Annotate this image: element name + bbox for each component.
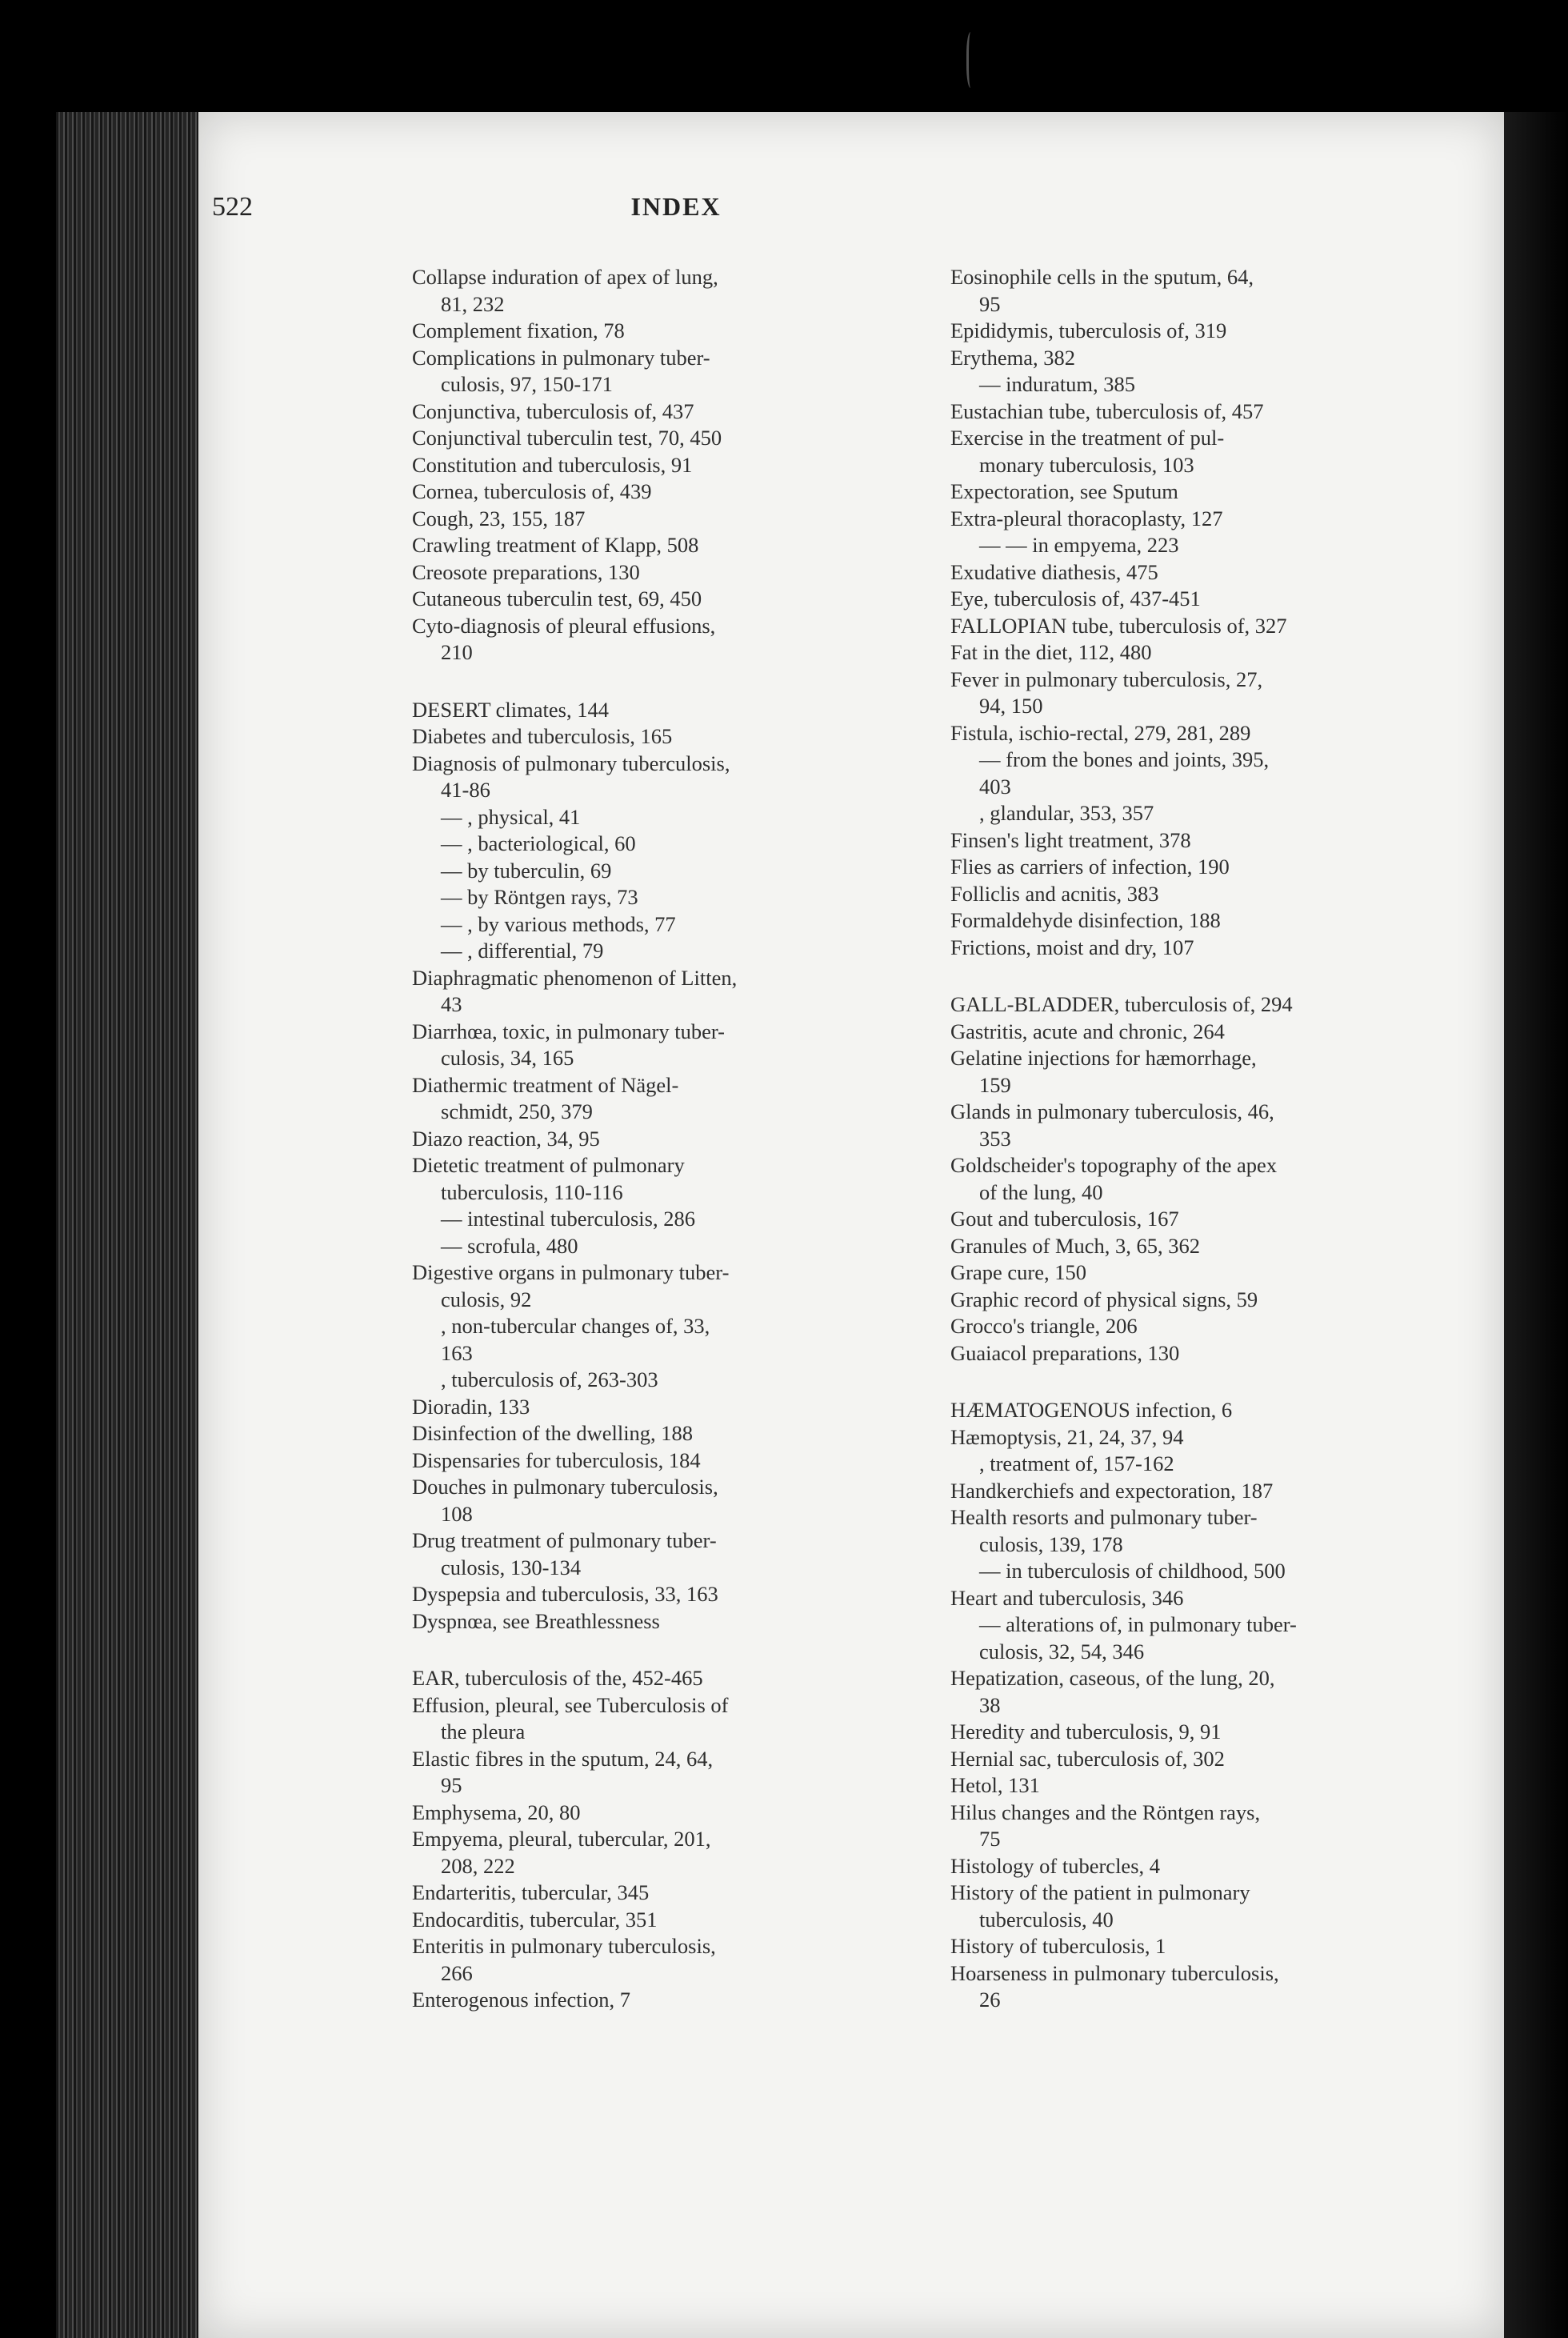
index-subentry: 95 [979, 291, 1001, 316]
index-entry: Grocco's triangle, 206 [950, 1314, 1138, 1338]
index-subentry: 43 [441, 992, 462, 1016]
index-entry: Digestive organs in pulmonary tuber- [412, 1260, 730, 1284]
index-entry: Enteritis in pulmonary tuberculosis, [412, 1934, 716, 1958]
index-subentry: of the lung, 40 [979, 1179, 1103, 1204]
index-subentry: — , bacteriological, 60 [441, 831, 636, 855]
index-subentry: tuberculosis, 40 [979, 1907, 1114, 1932]
index-entry: Drug treatment of pulmonary tuber- [412, 1528, 717, 1552]
index-entry: Hoarseness in pulmonary tuberculosis, [950, 1960, 1279, 1985]
index-entry: Cutaneous tuberculin test, 69, 450 [412, 587, 702, 611]
index-entry: Hernial sac, tuberculosis of, 302 [950, 1746, 1225, 1771]
index-subentry: 108 [441, 1501, 473, 1526]
index-entry: Finsen's light treatment, 378 [950, 827, 1191, 852]
index-entry: Health resorts and pulmonary tuber- [950, 1505, 1258, 1529]
index-subentry: 26 [979, 1988, 1001, 2012]
index-entry: Diaphragmatic phenomenon of Litten, [412, 965, 738, 990]
index-entry: Frictions, moist and dry, 107 [950, 935, 1194, 959]
index-subentry: 95 [441, 1773, 462, 1797]
section-gap [950, 1367, 1462, 1397]
index-entry: Gelatine injections for hæmorrhage, [950, 1046, 1257, 1070]
index-entry: Diarrhœa, toxic, in pulmonary tuber- [412, 1019, 725, 1043]
index-entry: Collapse induration of apex of lung, [412, 265, 718, 289]
index-entry: Enterogenous infection, 7 [412, 1988, 631, 2012]
index-entry: Creosote preparations, 130 [412, 559, 640, 584]
index-entry: Goldscheider's topography of the apex [950, 1153, 1278, 1177]
index-entry: Elastic fibres in the sputum, 24, 64, [412, 1746, 714, 1771]
index-entry: FALLOPIAN tube, tuberculosis of, 327 [950, 613, 1287, 638]
index-subentry: , tuberculosis of, 263-303 [441, 1367, 658, 1391]
index-subentry: the pleura [441, 1719, 526, 1743]
index-entry: Dietetic treatment of pulmonary [412, 1153, 685, 1177]
index-subentry: culosis, 32, 54, 346 [979, 1639, 1145, 1663]
index-entry: Flies as carriers of infection, 190 [950, 855, 1230, 879]
index-entry: Handkerchiefs and expectoration, 187 [950, 1478, 1274, 1503]
index-subentry: , glandular, 353, 357 [979, 801, 1154, 825]
index-subentry: 403 [979, 774, 1011, 799]
index-entry: Endarteritis, tubercular, 345 [412, 1880, 650, 1904]
index-entry: Formaldehyde disinfection, 188 [950, 908, 1221, 932]
index-entry: Gout and tuberculosis, 167 [950, 1207, 1179, 1231]
index-subentry: 266 [441, 1960, 473, 1985]
index-entry: Complement fixation, 78 [412, 318, 625, 342]
page-header [212, 192, 1140, 240]
index-entry: Folliclis and acnitis, 383 [950, 881, 1159, 906]
index-entry: Douches in pulmonary tuberculosis, [412, 1475, 718, 1499]
index-entry: Grape cure, 150 [950, 1260, 1086, 1284]
index-entry: Erythema, 382 [950, 345, 1076, 370]
index-subentry: , non-tubercular changes of, 33, [441, 1314, 710, 1338]
index-subentry: — scrofula, 480 [441, 1233, 578, 1258]
index-subentry: culosis, 34, 165 [441, 1046, 574, 1070]
index-subentry: 38 [979, 1692, 1001, 1717]
index-subentry: culosis, 92 [441, 1287, 532, 1311]
index-entry: Disinfection of the dwelling, 188 [412, 1421, 694, 1445]
index-entry: Fever in pulmonary tuberculosis, 27, [950, 667, 1263, 691]
index-subentry: — intestinal tuberculosis, 286 [441, 1207, 695, 1231]
index-subentry: 81, 232 [441, 291, 505, 316]
index-entry: Epididymis, tuberculosis of, 319 [950, 318, 1227, 342]
index-entry: Cornea, tuberculosis of, 439 [412, 479, 652, 503]
index-entry: Eustachian tube, tuberculosis of, 457 [950, 398, 1264, 423]
index-subentry: 159 [979, 1072, 1011, 1097]
index-entry: Hepatization, caseous, of the lung, 20, [950, 1666, 1275, 1690]
index-entry: Diabetes and tuberculosis, 165 [412, 724, 673, 748]
index-subentry: — induratum, 385 [979, 372, 1136, 396]
index-entry: Conjunctival tuberculin test, 70, 450 [412, 426, 722, 450]
index-entry: History of the patient in pulmonary [950, 1880, 1250, 1904]
index-entry: Exudative diathesis, 475 [950, 559, 1158, 584]
index-entry: Empyema, pleural, tubercular, 201, [412, 1827, 711, 1851]
index-entry: Emphysema, 20, 80 [412, 1800, 581, 1824]
index-subentry: — , differential, 79 [441, 939, 604, 963]
index-subentry: monary tuberculosis, 103 [979, 452, 1194, 477]
index-entry: Constitution and tuberculosis, 91 [412, 452, 693, 477]
index-subentry: tuberculosis, 110-116 [441, 1179, 623, 1204]
index-column-left [412, 264, 924, 2014]
index-entry: Conjunctiva, tuberculosis of, 437 [412, 398, 694, 423]
index-subentry: — , physical, 41 [441, 804, 581, 829]
index-entry: Heredity and tuberculosis, 9, 91 [950, 1719, 1222, 1743]
index-entry: Cough, 23, 155, 187 [412, 506, 586, 530]
running-head-title: INDEX [630, 192, 722, 221]
index-subentry: 163 [441, 1340, 473, 1365]
index-entry: DESERT climates, 144 [412, 697, 609, 722]
index-subentry: — — in empyema, 223 [979, 533, 1179, 557]
index-column-right [950, 264, 1462, 2014]
page-number: 522 [212, 192, 253, 222]
index-entry: Extra-pleural thoracoplasty, 127 [950, 506, 1223, 530]
index-entry: Eosinophile cells in the sputum, 64, [950, 265, 1254, 289]
index-subentry: culosis, 139, 178 [979, 1531, 1123, 1556]
index-entry: Dyspnœa, see Breathlessness [412, 1608, 660, 1633]
index-subentry: culosis, 97, 150-171 [441, 372, 613, 396]
index-entry: Hetol, 131 [950, 1773, 1040, 1797]
index-entry: Dispensaries for tuberculosis, 184 [412, 1447, 701, 1472]
index-entry: Glands in pulmonary tuberculosis, 46, [950, 1099, 1274, 1123]
index-subentry: 210 [441, 640, 473, 664]
index-entry: Gastritis, acute and chronic, 264 [950, 1019, 1225, 1043]
index-entry: Heart and tuberculosis, 346 [950, 1585, 1184, 1610]
index-entry: Histology of tubercles, 4 [950, 1853, 1161, 1878]
index-entry: Guaiacol preparations, 130 [950, 1340, 1180, 1365]
index-entry: Diathermic treatment of Nägel- [412, 1072, 679, 1097]
index-subentry: — in tuberculosis of childhood, 500 [979, 1559, 1286, 1583]
index-entry: Endocarditis, tubercular, 351 [412, 1907, 658, 1932]
index-subentry: 41-86 [441, 778, 490, 802]
index-subentry: schmidt, 250, 379 [441, 1099, 593, 1123]
index-subentry: — from the bones and joints, 395, [979, 747, 1270, 771]
section-gap [412, 1635, 924, 1665]
index-entry: Graphic record of physical signs, 59 [950, 1287, 1258, 1311]
index-entry: Effusion, pleural, see Tuberculosis of [412, 1692, 729, 1717]
index-entry: Fat in the diet, 112, 480 [950, 640, 1152, 664]
index-entry: Dyspepsia and tuberculosis, 33, 163 [412, 1582, 718, 1606]
index-entry: History of tuberculosis, 1 [950, 1934, 1166, 1958]
index-entry: Diagnosis of pulmonary tuberculosis, [412, 751, 730, 775]
index-entry: Crawling treatment of Klapp, 508 [412, 533, 699, 557]
index-entry: Hilus changes and the Röntgen rays, [950, 1800, 1261, 1824]
index-subentry: 208, 222 [441, 1853, 515, 1878]
index-subentry: — by Röntgen rays, 73 [441, 885, 638, 909]
index-entry: Diazo reaction, 34, 95 [412, 1126, 600, 1151]
index-entry: EAR, tuberculosis of the, 452-465 [412, 1666, 703, 1690]
index-entry: Eye, tuberculosis of, 437-451 [950, 587, 1201, 611]
index-subentry: — , by various methods, 77 [441, 911, 676, 936]
index-entry: Dioradin, 133 [412, 1394, 530, 1419]
book-spine [56, 112, 198, 2338]
index-entry: Expectoration, see Sputum [950, 479, 1178, 503]
index-subentry: 94, 150 [979, 694, 1043, 718]
index-subentry: — alterations of, in pulmonary tuber- [979, 1612, 1297, 1636]
index-entry: Cyto-diagnosis of pleural effusions, [412, 613, 716, 638]
index-entry: GALL-BLADDER, tuberculosis of, 294 [950, 992, 1293, 1016]
index-subentry: — by tuberculin, 69 [441, 858, 612, 883]
index-entry: HÆMATOGENOUS infection, 6 [950, 1398, 1233, 1422]
index-entry: Exercise in the treatment of pul- [950, 426, 1225, 450]
page-shadow-edge [1504, 112, 1568, 2338]
index-entry: Hæmoptysis, 21, 24, 37, 94 [950, 1424, 1184, 1449]
index-entry: Complications in pulmonary tuber- [412, 345, 710, 370]
index-subentry: , treatment of, 157-162 [979, 1451, 1174, 1475]
index-subentry: culosis, 130-134 [441, 1555, 582, 1579]
index-subentry: 75 [979, 1827, 1001, 1851]
section-gap [950, 961, 1462, 991]
index-entry: Fistula, ischio-rectal, 279, 281, 289 [950, 720, 1251, 745]
section-gap [412, 667, 924, 697]
index-entry: Granules of Much, 3, 65, 362 [950, 1233, 1201, 1258]
index-subentry: 353 [979, 1126, 1011, 1151]
binding-thread-mark [966, 32, 977, 88]
